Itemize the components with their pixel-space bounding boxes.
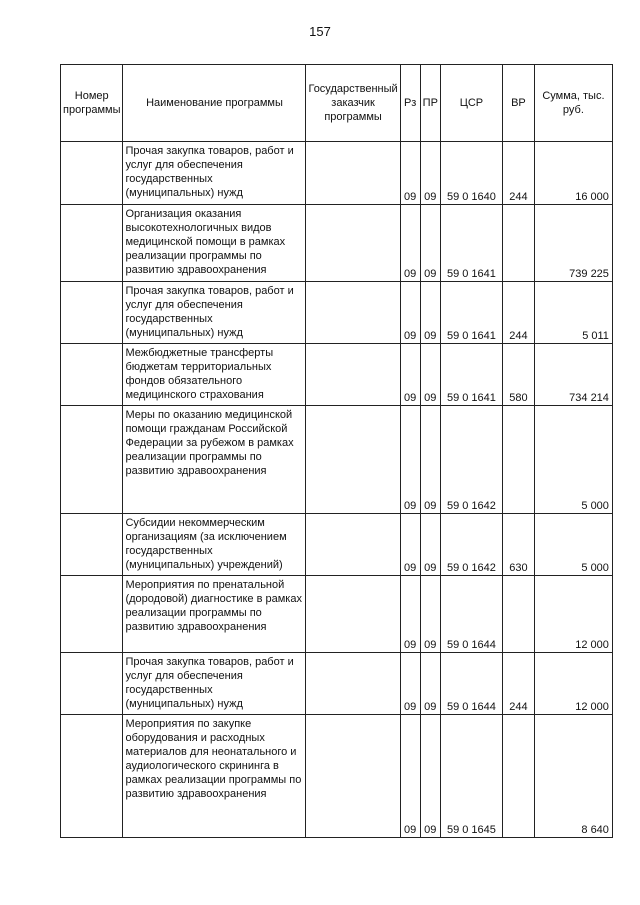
header-name: Наименование программы — [123, 65, 306, 142]
table-row — [61, 282, 613, 344]
cell-sum: 5 011 — [534, 282, 612, 344]
cell-pr: 09 — [420, 142, 440, 205]
cell-name: Межбюджетные трансферты бюджетам территориальных фондов обязательного медицинского страхования — [123, 344, 306, 406]
cell-pr: 09 — [420, 514, 440, 576]
cell-pr: 09 — [420, 205, 440, 282]
cell-vr: 580 — [502, 344, 534, 406]
cell-pr: 09 — [420, 406, 440, 514]
cell-vr — [502, 205, 534, 282]
cell-rz: 09 — [400, 406, 420, 514]
cell-rz: 09 — [400, 514, 420, 576]
cell-rz: 09 — [400, 715, 420, 838]
header-sum: Сумма, тыс. руб. — [534, 65, 612, 142]
cell-customer — [306, 282, 400, 344]
table-row — [61, 715, 613, 838]
cell-name: Прочая закупка товаров, работ и услуг для обеспечения государственных (муниципальных) нужд — [123, 653, 306, 715]
cell-csr: 59 0 1641 — [440, 205, 502, 282]
cell-name: Мероприятия по закупке оборудования и расходных материалов для неонатального и аудиологического скрининга в рамках реализации программы по развитию здравоохранения — [123, 715, 306, 838]
cell-pr: 09 — [420, 715, 440, 838]
table-row — [61, 576, 613, 653]
table-row — [61, 344, 613, 406]
cell-sum: 5 000 — [534, 406, 612, 514]
cell-vr: 244 — [502, 653, 534, 715]
cell-sum: 12 000 — [534, 576, 612, 653]
header-rz: Рз — [400, 65, 420, 142]
cell-csr: 59 0 1640 — [440, 142, 502, 205]
cell-sum: 734 214 — [534, 344, 612, 406]
cell-vr: 630 — [502, 514, 534, 576]
table-row — [61, 205, 613, 282]
cell-sum: 739 225 — [534, 205, 612, 282]
cell-pr: 09 — [420, 344, 440, 406]
table-row — [61, 142, 613, 205]
cell-customer — [306, 406, 400, 514]
cell-name: Организация оказания высокотехнологичных видов медицинской помощи в рамках реализации программы по развитию здравоохранения — [123, 205, 306, 282]
cell-number — [61, 406, 123, 514]
cell-vr: 244 — [502, 282, 534, 344]
cell-csr: 59 0 1641 — [440, 282, 502, 344]
table-row — [61, 514, 613, 576]
cell-customer — [306, 514, 400, 576]
cell-name: Мероприятия по пренатальной (дородовой) диагностике в рамках реализации программы по развитию здравоохранения — [123, 576, 306, 653]
cell-vr — [502, 715, 534, 838]
cell-number — [61, 205, 123, 282]
cell-sum: 12 000 — [534, 653, 612, 715]
cell-rz: 09 — [400, 653, 420, 715]
header-number: Номер программы — [61, 65, 123, 142]
cell-name: Меры по оказанию медицинской помощи гражданам Российской Федерации за рубежом в рамках реализации программы по развитию здравоохранения — [123, 406, 306, 514]
cell-number — [61, 653, 123, 715]
cell-number — [61, 344, 123, 406]
cell-rz: 09 — [400, 344, 420, 406]
cell-csr: 59 0 1641 — [440, 344, 502, 406]
cell-csr: 59 0 1642 — [440, 514, 502, 576]
budget-table — [60, 64, 613, 838]
table-row — [61, 406, 613, 514]
cell-csr: 59 0 1644 — [440, 653, 502, 715]
header-row — [61, 65, 613, 142]
cell-rz: 09 — [400, 282, 420, 344]
cell-name: Прочая закупка товаров, работ и услуг для обеспечения государственных (муниципальных) нужд — [123, 282, 306, 344]
cell-vr: 244 — [502, 142, 534, 205]
cell-pr: 09 — [420, 576, 440, 653]
cell-customer — [306, 205, 400, 282]
cell-customer — [306, 344, 400, 406]
cell-rz: 09 — [400, 142, 420, 205]
page-number: 157 — [309, 24, 331, 39]
cell-number — [61, 576, 123, 653]
cell-sum: 5 000 — [534, 514, 612, 576]
cell-csr: 59 0 1645 — [440, 715, 502, 838]
header-customer: Государственный заказчик программы — [306, 65, 400, 142]
cell-number — [61, 142, 123, 205]
cell-pr: 09 — [420, 282, 440, 344]
cell-number — [61, 282, 123, 344]
cell-sum: 8 640 — [534, 715, 612, 838]
cell-rz: 09 — [400, 205, 420, 282]
cell-rz: 09 — [400, 576, 420, 653]
cell-vr — [502, 576, 534, 653]
cell-vr — [502, 406, 534, 514]
cell-sum: 16 000 — [534, 142, 612, 205]
cell-customer — [306, 715, 400, 838]
cell-name: Прочая закупка товаров, работ и услуг для обеспечения государственных (муниципальных) нужд — [123, 142, 306, 205]
cell-number — [61, 514, 123, 576]
cell-pr: 09 — [420, 653, 440, 715]
cell-csr: 59 0 1644 — [440, 576, 502, 653]
cell-customer — [306, 576, 400, 653]
table-row — [61, 653, 613, 715]
header-vr: ВР — [502, 65, 534, 142]
cell-csr: 59 0 1642 — [440, 406, 502, 514]
cell-customer — [306, 653, 400, 715]
header-csr: ЦСР — [440, 65, 502, 142]
cell-number — [61, 715, 123, 838]
cell-name: Субсидии некоммерческим организациям (за исключением государственных (муниципальных) учреждений) — [123, 514, 306, 576]
cell-customer — [306, 142, 400, 205]
header-pr: ПР — [420, 65, 440, 142]
